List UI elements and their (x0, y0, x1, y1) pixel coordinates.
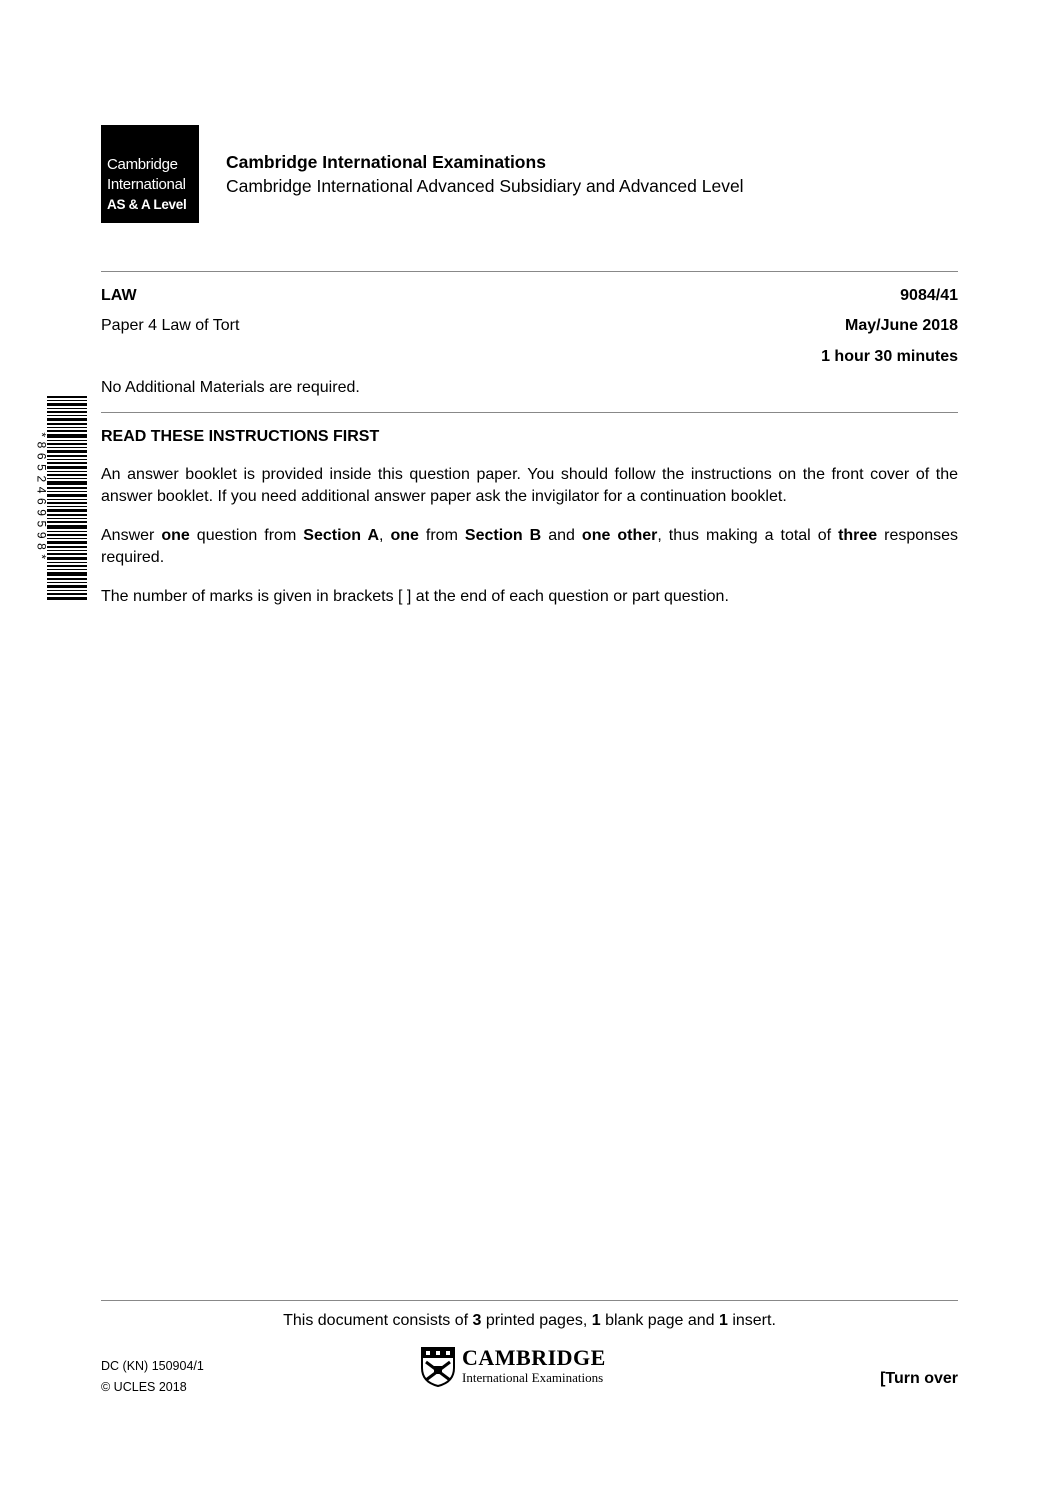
emphasis: one (161, 527, 190, 544)
text: , thus making a total of (657, 527, 839, 544)
cambridge-crest-icon (420, 1346, 456, 1388)
reference-block (101, 1356, 204, 1398)
instructions-heading: READ THESE INSTRUCTIONS FIRST (101, 428, 380, 445)
page-count-note (101, 1312, 958, 1330)
paper-code: 9084/41 (900, 287, 958, 304)
logo-line-2: International (107, 176, 186, 193)
emphasis: one other (581, 527, 658, 544)
text: from (418, 527, 465, 544)
emphasis: Section B (464, 527, 542, 544)
turn-over: [Turn over (880, 1370, 958, 1387)
duration: 1 hour 30 minutes (821, 348, 958, 365)
instructions-paragraph-3: The number of marks is given in brackets [ ] at the end of each question or part question. (101, 588, 729, 605)
emphasis: 1 (718, 1312, 728, 1329)
divider-middle (101, 412, 958, 413)
divider-bottom (101, 1300, 958, 1301)
divider-top (101, 271, 958, 272)
text: Answer (101, 527, 162, 544)
session: May/June 2018 (845, 317, 958, 334)
emphasis: three (838, 527, 878, 544)
instructions-paragraph-2 (101, 525, 958, 569)
text: , (379, 527, 391, 544)
emphasis: 3 (472, 1312, 482, 1329)
text: and (541, 527, 582, 544)
text: insert. (727, 1312, 776, 1329)
brand-title: CAMBRIDGE (462, 1345, 606, 1370)
org-name: Cambridge International Examinations (226, 152, 546, 172)
logo-line-3: AS & A Level (107, 197, 187, 212)
text: responses required. (101, 527, 958, 566)
text: blank page and (600, 1312, 719, 1329)
barcode-digits: *8652469598* (34, 432, 49, 564)
materials-note: No Additional Materials are required. (101, 379, 360, 396)
cambridge-logo-box (101, 125, 199, 223)
logo-line-1: Cambridge (107, 156, 178, 173)
org-subtitle: Cambridge International Advanced Subsidiary and Advanced Level (226, 176, 744, 196)
text: printed pages, (481, 1312, 592, 1329)
paper-title: Paper 4 Law of Tort (101, 317, 240, 334)
emphasis: one (390, 527, 419, 544)
text: question from (189, 527, 304, 544)
brand-subtitle: International Examinations (462, 1370, 604, 1385)
text: This document consists of (283, 1312, 473, 1329)
instructions-paragraph-1: An answer booklet is provided inside this question paper. You should follow the instructions on the front cover of the answer booklet. If you need additional answer paper ask the invigilator for a continuation booklet. (101, 466, 958, 505)
reference-code: DC (KN) 150904/1 (101, 1359, 204, 1373)
emphasis: 1 (591, 1312, 601, 1329)
copyright: © UCLES 2018 (101, 1380, 187, 1394)
emphasis: Section A (303, 527, 380, 544)
subject: LAW (101, 287, 137, 304)
barcode (30, 396, 90, 601)
